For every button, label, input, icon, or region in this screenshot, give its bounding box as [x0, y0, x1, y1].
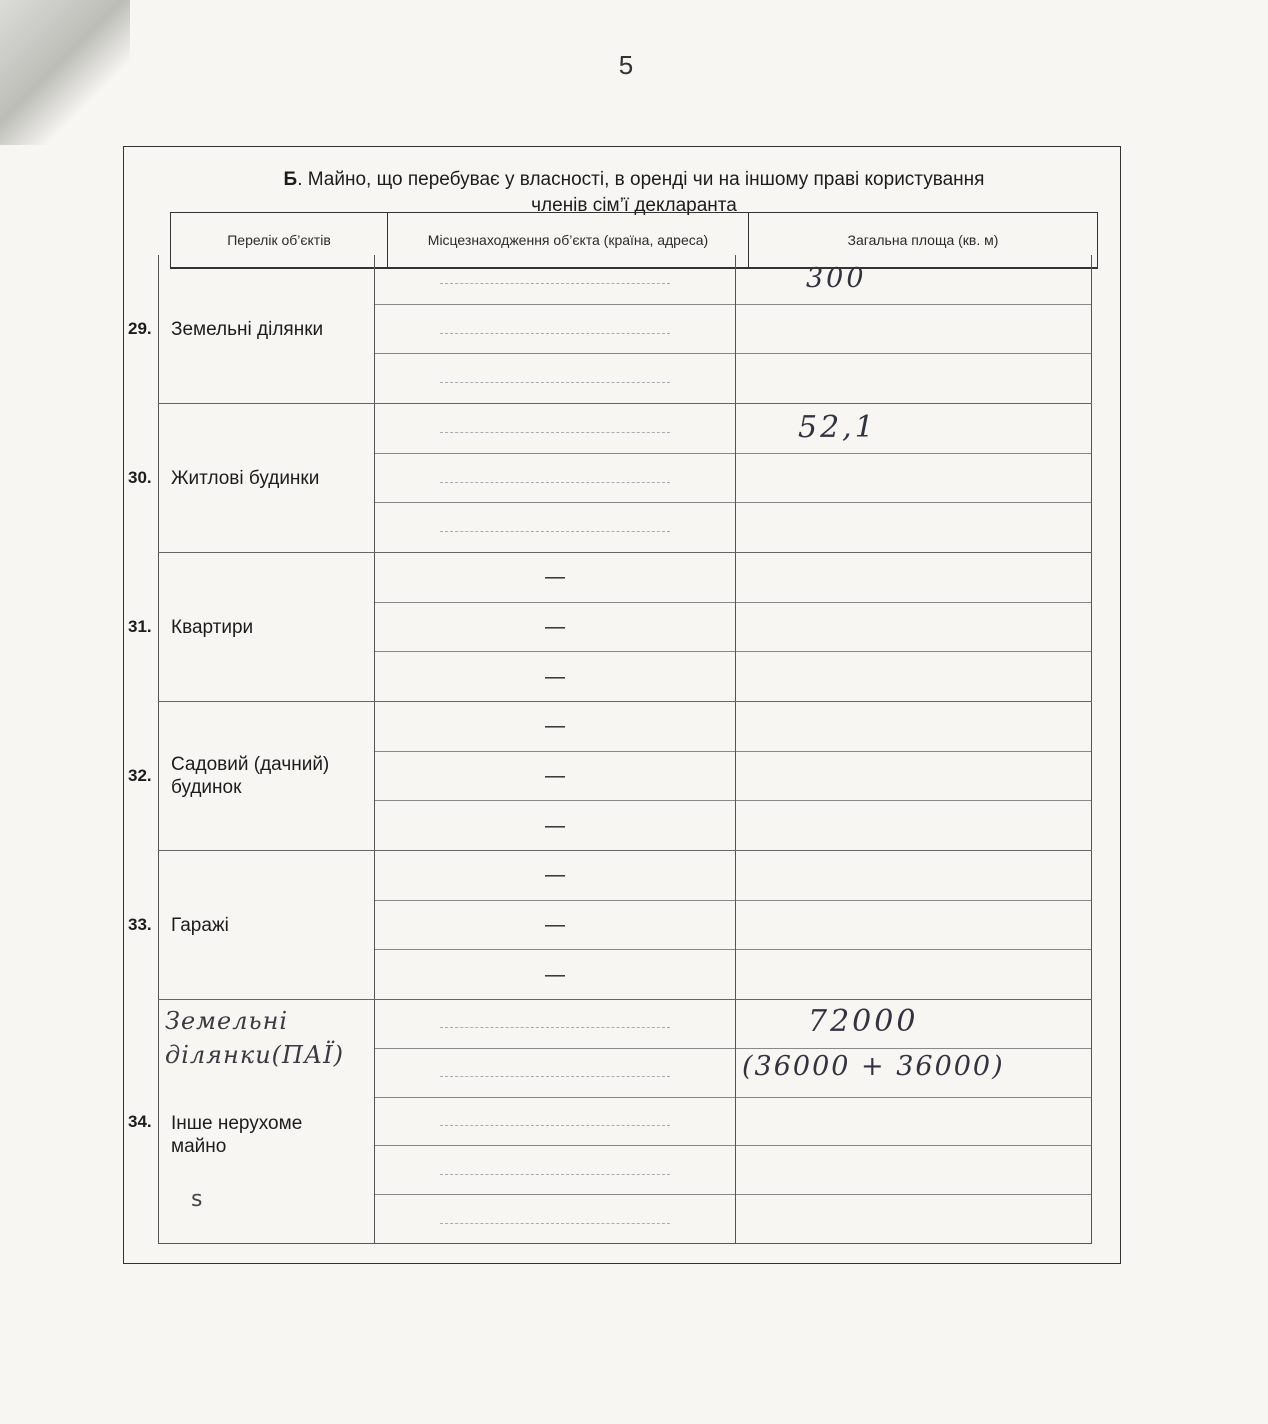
redaction-mark — [440, 275, 670, 284]
area-cell — [735, 553, 1092, 701]
row-category: Земельні ділянки — [158, 255, 374, 403]
redaction-mark — [440, 424, 670, 433]
column-header-objects: Перелік об’єктів — [227, 232, 331, 248]
area-cell — [735, 851, 1092, 999]
area-cell — [735, 1000, 1092, 1244]
empty-dash: — — [545, 864, 565, 887]
redaction-mark — [440, 325, 670, 334]
handwritten-area: 300 — [806, 263, 867, 294]
property-table — [128, 255, 1092, 1244]
row-number: 33. — [128, 915, 152, 934]
empty-dash: — — [545, 963, 565, 986]
row-category: Житлові будинки — [158, 404, 374, 552]
table-row-garages — [128, 851, 1092, 1000]
empty-dash: — — [545, 814, 565, 837]
redaction-mark — [440, 1117, 670, 1126]
section-title-line2: членів сім’ї декларанта — [531, 195, 737, 216]
table-row-land — [128, 255, 1092, 404]
redaction-mark — [440, 474, 670, 483]
handwritten-area-breakdown: (36000 + 36000) — [742, 1050, 1005, 1082]
row-number: 32. — [128, 766, 152, 785]
redaction-mark — [440, 1166, 670, 1175]
table-row-houses — [128, 404, 1092, 553]
empty-dash: — — [545, 715, 565, 738]
handwritten-category-line2: ділянки(ПАЇ) — [165, 1041, 344, 1069]
redaction-mark — [440, 1068, 670, 1077]
table-row-apartments — [128, 553, 1092, 702]
redaction-mark — [440, 523, 670, 532]
column-header-location: Місцезнаходження об’єкта (країна, адреса) — [387, 213, 748, 267]
handwritten-category-line1: Земельні — [165, 1007, 289, 1035]
section-title-line1: . Майно, що перебуває у власності, в оренді чи на іншому праві користування — [297, 169, 985, 190]
stray-mark: s — [191, 1187, 203, 1212]
page-number: 5 — [618, 50, 634, 80]
handwritten-area: 52,1 — [798, 410, 877, 445]
row-number: 31. — [128, 617, 152, 636]
row-category: Гаражі — [158, 851, 374, 999]
location-cell — [374, 404, 735, 552]
empty-dash: — — [545, 616, 565, 638]
table-row-garden-house — [128, 702, 1092, 851]
handwritten-area: 72000 — [808, 1004, 919, 1039]
row-category: Інше нерухоме майно — [171, 1113, 303, 1157]
redaction-mark — [440, 1019, 670, 1028]
row-category: Квартири — [158, 553, 374, 701]
location-cell — [374, 1000, 735, 1244]
empty-dash: — — [545, 665, 565, 688]
redaction-mark — [440, 1215, 670, 1224]
handwritten-category — [165, 1004, 344, 1072]
area-cell — [735, 404, 1092, 552]
location-cell — [374, 851, 735, 999]
location-cell — [374, 702, 735, 850]
row-category-cell — [158, 1000, 374, 1244]
row-category: Садовий (дачний) будинок — [158, 702, 374, 850]
empty-dash: — — [545, 566, 565, 589]
table-row-other-property — [128, 1000, 1092, 1244]
location-cell — [374, 553, 735, 701]
section-letter: Б — [283, 169, 298, 190]
area-cell — [735, 255, 1092, 403]
location-cell — [374, 255, 735, 403]
row-number: 29. — [128, 319, 152, 338]
row-number: 34. — [128, 1112, 152, 1131]
redaction-mark — [440, 374, 670, 383]
column-header-area: Загальна площа (кв. м) — [748, 213, 1097, 267]
area-cell — [735, 702, 1092, 850]
row-number: 30. — [128, 468, 152, 487]
empty-dash: — — [545, 765, 565, 787]
empty-dash: — — [545, 914, 565, 936]
